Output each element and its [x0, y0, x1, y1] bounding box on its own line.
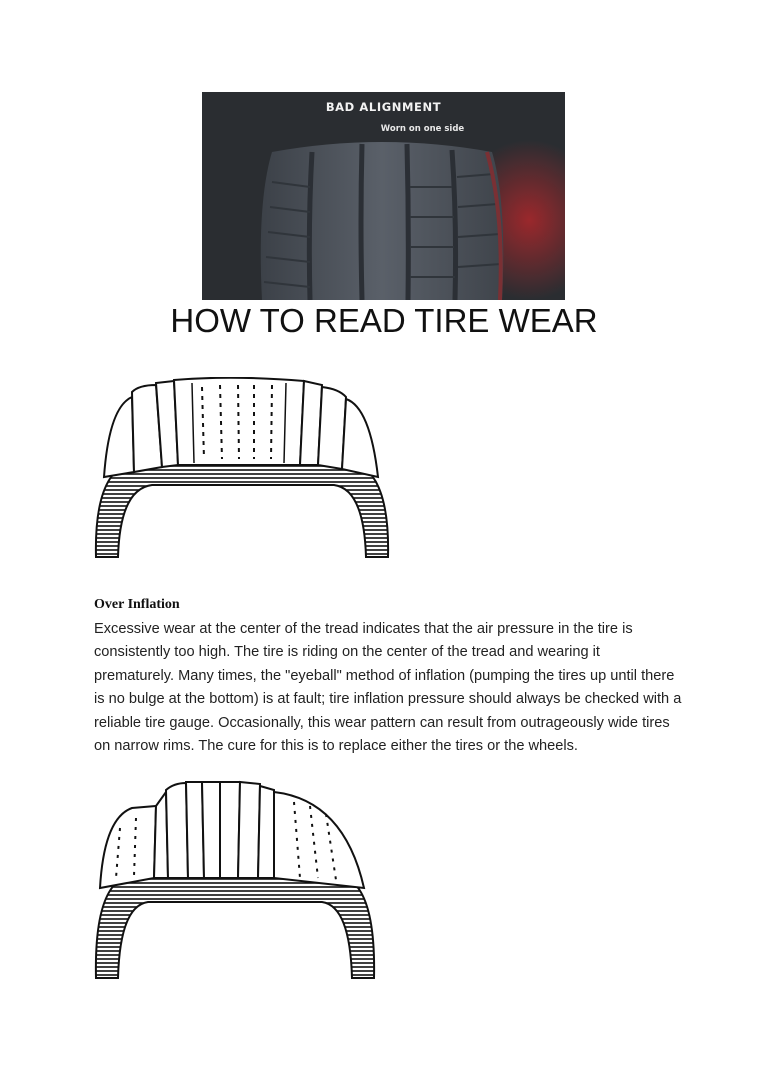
tire-photo — [202, 92, 565, 300]
section-heading: Over Inflation — [94, 597, 180, 612]
photo-subtitle: Worn on one side — [380, 124, 465, 134]
section-body: Excessive wear at the center of the tread indicates that the air pressure in the tire is consistently too high. The tire is riding on the center of the tread and wearing it prematurely. Many times, the "eyeball" method of inflation (pumping the tires up until there is no bulge at the bottom) is at fault; tire inflation pressure should always be checked with a reliable tire gauge. Occasionally, this wear pattern can result from outrageously wide tires on narrow rims. The cure for this is to replace either the tires or the wheels. — [94, 621, 682, 755]
photo-title: BAD ALIGNMENT — [325, 100, 442, 114]
page-title: HOW TO READ TIRE WEAR — [170, 302, 598, 339]
tire-diagram-center-wear — [94, 377, 394, 559]
tire-diagram-edge-wear — [94, 778, 378, 980]
